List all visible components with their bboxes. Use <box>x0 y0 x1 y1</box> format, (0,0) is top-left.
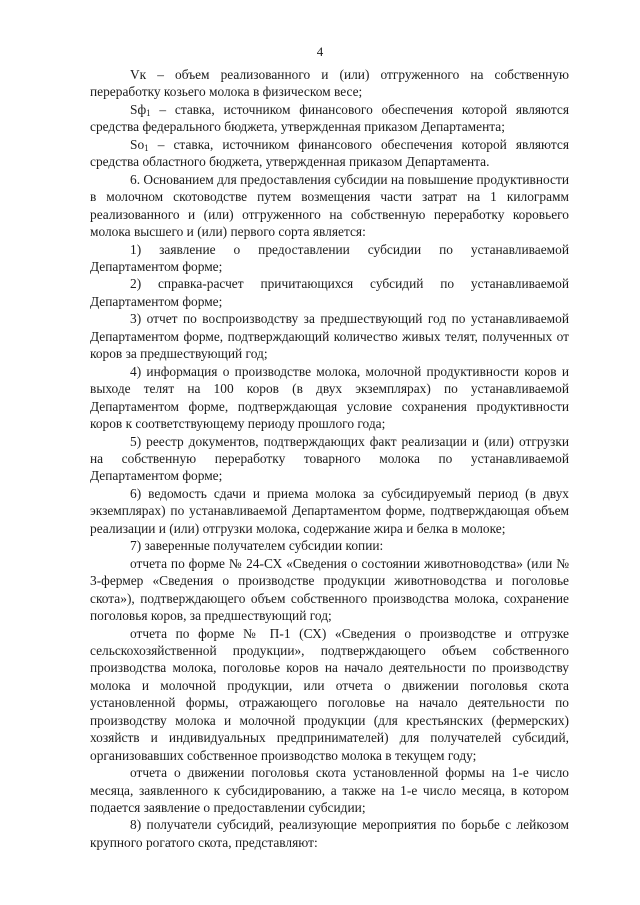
paragraph: Vк – объем реализованного и (или) отгруженного на собственную переработку козьего молока в физическом весе; <box>90 67 569 100</box>
paragraph: 6. Основанием для предоставления субсидии на повышение продуктивности в молочном скотоводстве путем возмещения части затрат на 1 килограмм реализованного и (или) отгруженного на собственную переработку коровьего молока высшего и (или) первого сорта является: <box>90 171 569 240</box>
list-item: 2) справка-расчет причитающихся субсидий по устанавливаемой Департаментом форме; <box>90 276 569 309</box>
paragraph: отчета о движении поголовья скота установленной формы на 1-е число месяца, заявленного к субсидированию, а также на 1-е число месяца, в котором подается заявление о предоставлении субсидии; <box>90 765 569 816</box>
paragraph: отчета по форме № 24-СХ «Сведения о состоянии животноводства» (или № 3-фермер «Сведения о производстве продукции животноводства и поголовье скота»), подтверждающего объем собственного производства молока, сохранение поголовья коров, за предшествующий год; <box>90 555 569 624</box>
page-number: 4 <box>316 44 324 59</box>
list-item: 4) информация о производстве молока, молочной продуктивности коров и выходе телят на 100 коров (в двух экземплярах) по устанавливаемой Департаментом форме, подтверждающая условие сохранения продуктивности коров к соответствующему периоду прошлого года; <box>90 363 569 432</box>
list-item: 7) заверенные получателем субсидии копии: <box>130 538 384 554</box>
document-body <box>90 66 569 851</box>
list-item: 5) реестр документов, подтверждающих факт реализации и (или) отгрузки на собственную переработку товарного молока по устанавливаемой Департаментом форме; <box>90 433 569 484</box>
list-item: 1) заявление о предоставлении субсидии по устанавливаемой Департаментом форме; <box>90 241 569 274</box>
list-item: 6) ведомость сдачи и приема молока за субсидируемый период (в двух экземплярах) по устанавливаемой Департаментом форме, подтверждающая объем реализации и (или) отгрузки молока, содержание жира и белка в молоке; <box>90 485 569 536</box>
paragraph: отчета по форме № П-1 (СХ) «Сведения о производстве и отгрузке сельскохозяйственной продукции», подтверждающего объем собственного производства молока, поголовье коров на начало деятельности по производству молока и молочной продукции, или отчета о движении поголовья скота установленной формы, отражающего поголовье на начало деятельности по производству молока и молочной продукции (для крестьянских (фермерских) хозяйств и индивидуальных предпринимателей) для получателей субсидий, организовавших собственное производство молока в текущем году; <box>90 625 569 763</box>
paragraph: $Sф_1$ – ставка, источником финансового обеспечения которой являются средства федерального бюджета, утвержденная приказом Департамента; <box>90 101 569 135</box>
paragraph: $So_1$ – ставка, источником финансового обеспечения которой являются средства областного бюджета, утвержденная приказом Департамента. <box>90 136 569 170</box>
list-item: 3) отчет по воспроизводству за предшествующий год по устанавливаемой Департаментом форме, подтверждающий количество живых телят, полученных от коров за предшествующий год; <box>90 311 569 362</box>
list-item: 8) получатели субсидий, реализующие мероприятия по борьбе с лейкозом крупного рогатого скота, представляют: <box>90 817 569 850</box>
